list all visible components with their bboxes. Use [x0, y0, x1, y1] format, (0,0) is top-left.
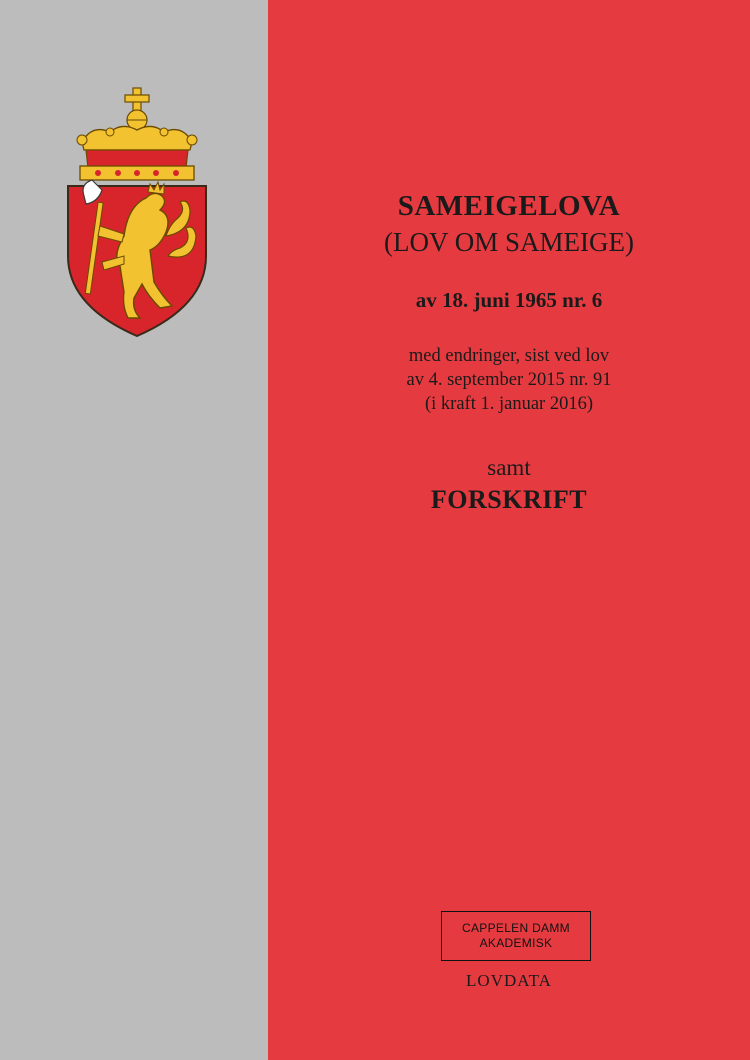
amendment-note — [268, 344, 750, 416]
book-subtitle: (LOV OM SAMEIGE) — [384, 227, 634, 257]
imprint-lovdata: LOVDATA — [466, 971, 552, 990]
red-cover-panel — [268, 0, 750, 1060]
law-date: av 18. juni 1965 nr. 6 — [415, 288, 603, 312]
book-title: SAMEIGELOVA — [397, 190, 621, 222]
norwegian-coat-of-arms-icon — [62, 86, 212, 338]
publisher-name-line1: CAPPELEN DAMM — [462, 921, 570, 935]
samt-label: samt — [487, 455, 531, 480]
forskrift-heading: FORSKRIFT — [430, 485, 588, 514]
publisher-logo — [441, 911, 591, 961]
publisher-name-line2: AKADEMISK — [479, 936, 553, 950]
grey-spine-band — [0, 0, 268, 1060]
amendment-line: (i kraft 1. januar 2016) — [425, 394, 593, 414]
amendment-line: av 4. september 2015 nr. 91 — [406, 370, 612, 390]
amendment-line: med endringer, sist ved lov — [408, 346, 610, 366]
